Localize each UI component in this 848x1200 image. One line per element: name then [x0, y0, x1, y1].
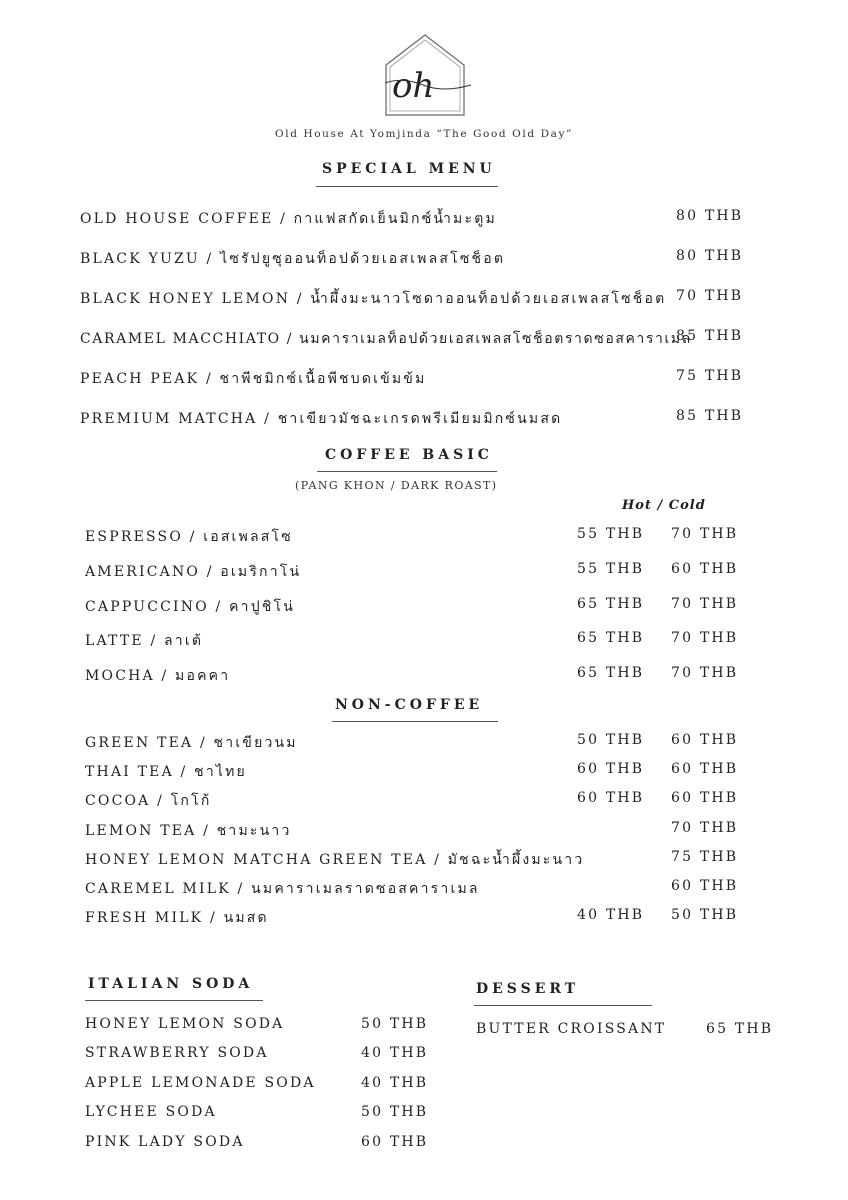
- hot-price: 65 THB: [577, 665, 645, 681]
- dessert-underline: [474, 1005, 652, 1006]
- cold-price: 50 THB: [671, 907, 739, 923]
- dessert-title: DESSERT: [476, 981, 580, 997]
- logo-script-text: oh: [392, 66, 435, 106]
- menu-item-name: STRAWBERRY SODA: [85, 1045, 269, 1061]
- menu-item-name: CAREMEL MILK / นมคาราเมลราดซอสคาราเมล: [85, 881, 480, 897]
- menu-item-name: CAPPUCCINO / คาปูชิโน่: [85, 599, 296, 615]
- menu-item-name: GREEN TEA / ชาเขียวนม: [85, 735, 298, 751]
- menu-item-price: 85 THB: [676, 328, 744, 344]
- menu-item-name: COCOA / โกโก้: [85, 793, 212, 809]
- menu-item-name: LATTE / ลาเต้: [85, 633, 204, 649]
- menu-item-price: 60 THB: [361, 1134, 429, 1150]
- menu-item-name: THAI TEA / ชาไทย: [85, 764, 247, 780]
- menu-item-name: PEACH PEAK / ชาพีชมิกซ์เนื้อพีชบดเข้มข้ม: [80, 371, 427, 387]
- menu-item-price: 50 THB: [361, 1016, 429, 1032]
- cold-price: 60 THB: [671, 878, 739, 894]
- cold-price: 60 THB: [671, 790, 739, 806]
- non-coffee-title: NON-COFFEE: [335, 697, 484, 713]
- menu-item-price: 80 THB: [676, 208, 744, 224]
- cold-price: 70 THB: [671, 596, 739, 612]
- hot-price: 60 THB: [577, 761, 645, 777]
- menu-item-price: 75 THB: [676, 368, 744, 384]
- cold-price: 70 THB: [671, 526, 739, 542]
- menu-item-name: ESPRESSO / เอสเพลสโซ: [85, 529, 293, 545]
- cold-price: 60 THB: [671, 732, 739, 748]
- hot-price: 65 THB: [577, 596, 645, 612]
- hot-cold-header: Hot / Cold: [622, 498, 706, 513]
- hot-price: 50 THB: [577, 732, 645, 748]
- menu-item-price: 80 THB: [676, 248, 744, 264]
- tagline: Old House At Yomjinda “The Good Old Day”: [275, 128, 573, 140]
- hot-price: 65 THB: [577, 630, 645, 646]
- italian-soda-title: ITALIAN SODA: [88, 976, 254, 992]
- cold-price: 70 THB: [671, 820, 739, 836]
- menu-item-name: PREMIUM MATCHA / ชาเขียวมัชฉะเกรดพรีเมียมมิกซ์นมสด: [80, 411, 563, 427]
- hot-price: 55 THB: [577, 526, 645, 542]
- cold-price: 70 THB: [671, 630, 739, 646]
- special-menu-underline: [316, 186, 498, 187]
- hot-price: 55 THB: [577, 561, 645, 577]
- cold-price: 60 THB: [671, 561, 739, 577]
- menu-item-name: PINK LADY SODA: [85, 1134, 245, 1150]
- menu-item-price: 40 THB: [361, 1075, 429, 1091]
- hot-price: 40 THB: [577, 907, 645, 923]
- non-coffee-underline: [332, 721, 498, 722]
- menu-item-name: LYCHEE SODA: [85, 1104, 217, 1120]
- menu-item-name: MOCHA / มอคคา: [85, 668, 231, 684]
- menu-item-name: BLACK YUZU / ไซรัปยูซุออนท็อปด้วยเอสเพลสโซช็อต: [80, 251, 506, 267]
- coffee-basic-title: COFFEE BASIC: [325, 447, 493, 463]
- menu-item-price: 65 THB: [706, 1021, 774, 1037]
- menu-item-name: APPLE LEMONADE SODA: [85, 1075, 316, 1091]
- menu-item-name: AMERICANO / อเมริกาโน่: [85, 564, 302, 580]
- menu-item-name: LEMON TEA / ชามะนาว: [85, 823, 292, 839]
- house-logo: [383, 33, 473, 117]
- coffee-basic-subtitle: (PANG KHON / DARK ROAST): [295, 479, 498, 492]
- menu-item-price: 40 THB: [361, 1045, 429, 1061]
- menu-item-name: HONEY LEMON MATCHA GREEN TEA / มัชฉะน้ำผึ้งมะนาว: [85, 852, 585, 868]
- coffee-basic-underline: [317, 471, 497, 472]
- menu-item-price: 50 THB: [361, 1104, 429, 1120]
- italian-soda-underline: [85, 1000, 263, 1001]
- menu-item-name: BUTTER CROISSANT: [476, 1021, 667, 1037]
- special-menu-title: SPECIAL MENU: [322, 161, 496, 177]
- cold-price: 75 THB: [671, 849, 739, 865]
- hot-price: 60 THB: [577, 790, 645, 806]
- menu-item-name: FRESH MILK / นมสด: [85, 910, 269, 926]
- menu-item-name: BLACK HONEY LEMON / น้ำผึ้งมะนาวโซดาออนท็อปด้วยเอสเพลสโซช็อต: [80, 291, 667, 307]
- menu-item-name: CARAMEL MACCHIATO / นมคาราเมลท็อปด้วยเอสเพลสโซช็อตราดซอสคาราเมล: [80, 331, 692, 347]
- menu-item-price: 70 THB: [676, 288, 744, 304]
- menu-item-name: OLD HOUSE COFFEE / กาแฟสกัดเย็นมิกซ์น้ำมะตูม: [80, 211, 497, 227]
- cold-price: 60 THB: [671, 761, 739, 777]
- menu-item-name: HONEY LEMON SODA: [85, 1016, 285, 1032]
- cold-price: 70 THB: [671, 665, 739, 681]
- menu-item-price: 85 THB: [676, 408, 744, 424]
